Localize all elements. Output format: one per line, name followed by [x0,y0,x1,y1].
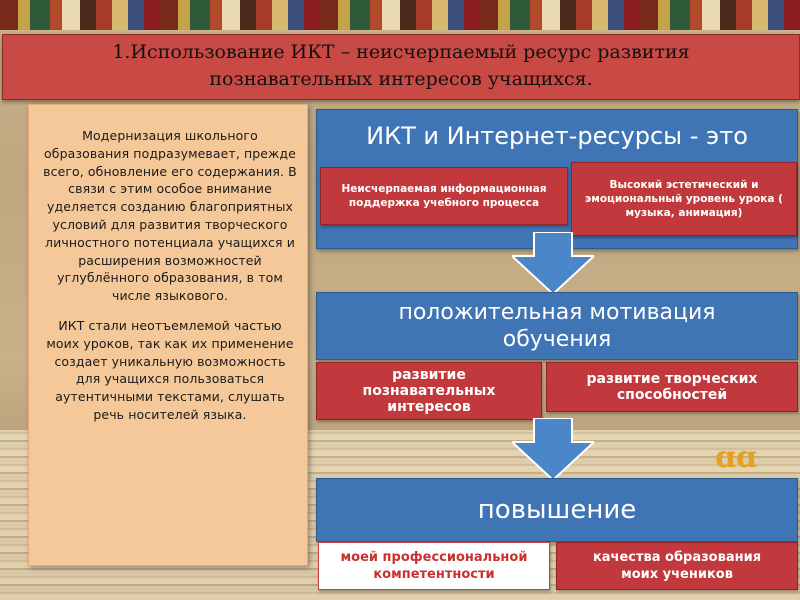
paragraph-modernization: Модернизация школьного образования подразумевает, прежде всего, обновление его содержания. В связи с этим особое внимание уделяется созданию благоприятных условий для развития творческого личностного потенциала учащихся и расширения возможностей углублённого образования, в том числе языкового. [43,128,297,304]
aesthetic-box [571,162,797,236]
creative-box [546,362,798,412]
quality-text: качества образования моих учеников [592,550,762,582]
support-text: Неисчерпаемая информационная поддержка учебного процесса [341,183,547,209]
ict-header-text: ИКТ и Интернет-ресурсы - это [366,122,748,150]
slide-title: 1.Использование ИКТ – неисчерпаемый ресурс развития познавательных интересов учащихся. [112,41,690,90]
slide-title-bar [2,34,800,100]
down-arrow-1 [512,232,594,294]
cognitive-box [316,362,542,420]
down-arrow-2 [512,418,594,480]
bookshelf-top-decoration [0,0,800,30]
left-text-content [41,127,299,424]
motivation-text: положительная мотивация обучения [398,300,716,352]
paragraph-ict-lessons: ИКТ стали неотъемлемой частью моих уроков, так как их применение создает уникальную возможность для учащихся пользоваться аутентичными текстами, слушать речь носителей языка. [46,317,294,422]
aesthetic-text: Высокий эстетический и эмоциональный уровень урока ( музыка, анимация) [585,179,783,219]
creative-text: развитие творческих способностей [586,371,758,403]
support-box [320,167,568,225]
competence-text: моей профессиональной компетентности [340,550,528,582]
decorative-letters: ɑɑ [715,440,757,475]
increase-text: повышение [477,495,637,525]
increase-box [316,478,798,542]
quality-box [556,542,798,590]
left-text-panel [28,104,308,566]
motivation-box [316,292,798,360]
cognitive-text: развитие познавательных интересов [362,367,496,415]
competence-box [318,542,550,590]
